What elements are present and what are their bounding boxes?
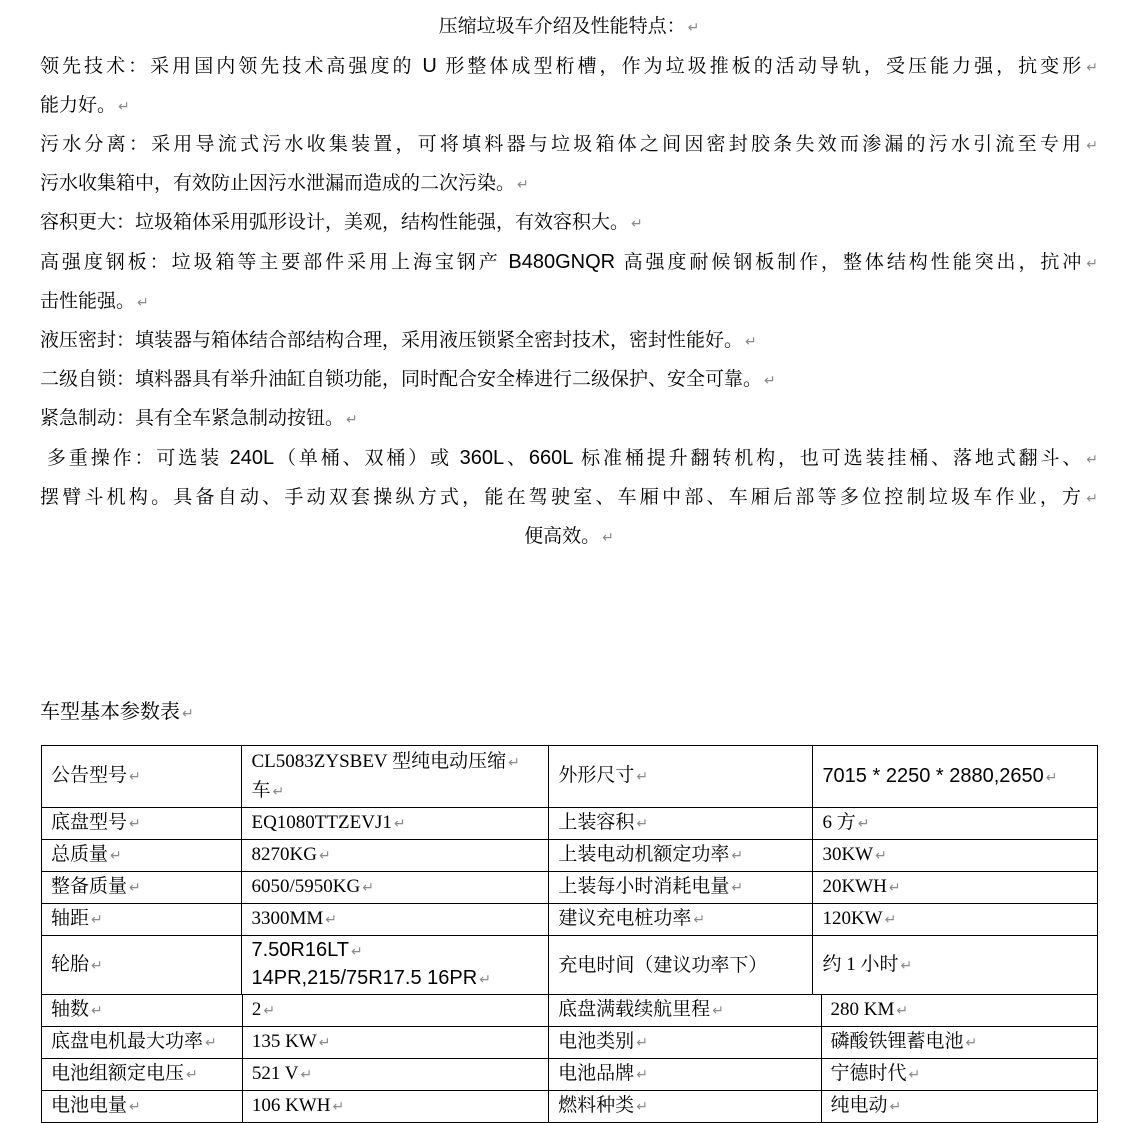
features-section bbox=[40, 47, 1098, 557]
spec-table-upper bbox=[41, 745, 1098, 995]
pilcrow-mark: ↵ bbox=[687, 20, 700, 36]
pilcrow-mark: ↵ bbox=[517, 177, 529, 193]
pilcrow-mark: ↵ bbox=[1086, 256, 1098, 272]
cell-line bbox=[251, 965, 546, 993]
cell-line bbox=[251, 841, 546, 870]
cell-line bbox=[51, 762, 239, 791]
cell-line bbox=[251, 748, 546, 777]
table-row bbox=[42, 808, 1098, 840]
pilcrow-mark: ↵ bbox=[182, 706, 194, 722]
cell-text: 7.50R16LT bbox=[251, 939, 349, 961]
feature-line: 便高效。 ↵ bbox=[524, 526, 614, 547]
pilcrow-mark: ↵ bbox=[1045, 769, 1058, 786]
cell-line bbox=[252, 1092, 546, 1121]
spec-table-upper-body bbox=[42, 746, 1098, 995]
pilcrow-mark: ↵ bbox=[110, 848, 122, 864]
cell-text: 上装容积 bbox=[558, 812, 635, 833]
cell-line bbox=[822, 763, 1095, 791]
spec-value-cell bbox=[813, 808, 1098, 840]
pilcrow-mark: ↵ bbox=[362, 880, 374, 896]
cell-text: 8270KG bbox=[251, 844, 317, 865]
spec-value-cell bbox=[821, 1027, 1098, 1059]
spec-label-cell bbox=[42, 995, 243, 1027]
table-row bbox=[42, 1059, 1098, 1091]
pilcrow-mark: ↵ bbox=[636, 1035, 648, 1051]
spec-value-cell bbox=[242, 840, 549, 872]
pilcrow-mark: ↵ bbox=[508, 754, 520, 771]
doc-title bbox=[40, 8, 1098, 47]
latin-run: 360L bbox=[459, 447, 505, 469]
pilcrow-mark: ↵ bbox=[479, 972, 491, 988]
cell-text: 电池组额定电压 bbox=[51, 1063, 185, 1084]
pilcrow-mark: ↵ bbox=[129, 880, 141, 896]
spec-value-cell bbox=[821, 995, 1098, 1027]
feature-line: 摆臂斗机构。具备自动、手动双套操纵方式，能在驾驶室、车厢中部、车厢后部等多位控制垃圾车作业，方 ↵ bbox=[40, 487, 1098, 508]
cell-text: 整备质量 bbox=[51, 876, 128, 897]
cell-line bbox=[51, 1028, 240, 1057]
cell-line bbox=[51, 951, 239, 980]
cell-text: 车 bbox=[251, 779, 271, 801]
cell-text: 轮胎 bbox=[51, 953, 90, 975]
feature-line: 高强度钢板：垃圾箱等主要部件采用上海宝钢产 B480GNQR 高强度耐候钢板制作，整体结构性能突出，抗冲 ↵ bbox=[40, 251, 1098, 273]
pilcrow-mark: ↵ bbox=[636, 769, 649, 785]
pilcrow-mark: ↵ bbox=[272, 783, 285, 800]
cell-text: 外形尺寸 bbox=[558, 765, 635, 786]
cell-text: 6050/5950KG bbox=[251, 876, 361, 897]
spec-value-cell bbox=[242, 746, 549, 808]
cell-line bbox=[51, 996, 240, 1025]
feature-line: 能力好。 ↵ bbox=[40, 95, 130, 116]
cell-text: 充电时间（建议功率下） bbox=[558, 954, 768, 976]
pilcrow-mark: ↵ bbox=[875, 848, 887, 864]
pilcrow-mark: ↵ bbox=[318, 848, 331, 864]
latin-run: B480GNQR bbox=[508, 251, 624, 273]
pilcrow-mark: ↵ bbox=[318, 1035, 331, 1051]
cell-line bbox=[51, 905, 239, 934]
spec-value-cell bbox=[813, 840, 1098, 872]
feature-line: 容积更大：垃圾箱体采用弧形设计，美观，结构性能强，有效容积大。 ↵ bbox=[40, 212, 643, 233]
table-row bbox=[42, 872, 1098, 904]
spec-value-cell bbox=[242, 808, 549, 840]
spec-label-cell bbox=[42, 936, 242, 995]
cell-text: 电池品牌 bbox=[558, 1063, 635, 1084]
latin-run: U bbox=[422, 55, 446, 77]
feature-line: 二级自锁：填料器具有举升油缸自锁功能，同时配合安全棒进行二级保护、安全可靠。 ↵ bbox=[40, 369, 776, 390]
feature-paragraph bbox=[40, 204, 1098, 243]
spec-value-cell bbox=[821, 1091, 1098, 1123]
feature-paragraph bbox=[40, 439, 1098, 557]
cell-line bbox=[252, 1060, 546, 1089]
cell-line bbox=[251, 809, 546, 838]
specs-heading-text: 车型基本参数表 bbox=[40, 701, 180, 723]
feature-line: 污水收集箱中，有效防止因污水泄漏而造成的二次污染。 ↵ bbox=[40, 173, 529, 194]
spec-label-cell bbox=[549, 1027, 821, 1059]
pilcrow-mark: ↵ bbox=[129, 769, 141, 785]
cell-line bbox=[831, 996, 1096, 1025]
feature-line: 多重操作：可选装 240L（单桶、双桶）或 360L、660L 标准桶提升翻转机构，也可选装挂桶、落地式翻斗、 ↵ bbox=[47, 447, 1098, 469]
cell-line bbox=[558, 905, 810, 934]
spec-label-cell bbox=[549, 904, 813, 936]
pilcrow-mark: ↵ bbox=[896, 1003, 909, 1019]
pilcrow-mark: ↵ bbox=[636, 816, 649, 832]
cell-line bbox=[251, 777, 546, 806]
cell-text: 轴距 bbox=[51, 908, 90, 929]
cell-line bbox=[558, 762, 810, 791]
feature-line: 击性能强。 ↵ bbox=[40, 291, 149, 312]
spec-label-cell bbox=[42, 1091, 243, 1123]
pilcrow-mark: ↵ bbox=[602, 530, 614, 546]
pilcrow-mark: ↵ bbox=[1086, 491, 1098, 507]
spec-label-cell bbox=[42, 1059, 243, 1091]
spec-value-cell bbox=[242, 995, 548, 1027]
cell-text: 7015 * 2250 * 2880,2650 bbox=[822, 764, 1044, 787]
cell-line bbox=[822, 873, 1095, 902]
cell-text: 106 KWH bbox=[251, 1095, 331, 1116]
pilcrow-mark: ↵ bbox=[129, 1099, 141, 1115]
pilcrow-mark: ↵ bbox=[1086, 452, 1098, 468]
cell-text: CL5083ZYSBEV 型纯电动压缩 bbox=[251, 750, 507, 772]
cell-text: 公告型号 bbox=[51, 765, 128, 786]
cell-text: 底盘电机最大功率 bbox=[51, 1031, 204, 1052]
spec-label-cell bbox=[549, 840, 813, 872]
table-row bbox=[42, 1091, 1098, 1123]
pilcrow-mark: ↵ bbox=[205, 1035, 217, 1051]
cell-line bbox=[252, 1028, 546, 1057]
cell-text: 纯电动 bbox=[830, 1095, 888, 1116]
table-row bbox=[42, 995, 1098, 1027]
feature-line: 紧急制动：具有全车紧急制动按钮。 ↵ bbox=[40, 408, 358, 429]
spec-label-cell bbox=[549, 872, 813, 904]
pilcrow-mark: ↵ bbox=[393, 816, 406, 832]
pilcrow-mark: ↵ bbox=[332, 1099, 345, 1115]
spec-label-cell bbox=[549, 995, 821, 1027]
spec-value-cell bbox=[242, 1027, 548, 1059]
doc-title-text: 压缩垃圾车介绍及性能特点： bbox=[438, 16, 686, 37]
cell-line bbox=[51, 841, 239, 870]
cell-text: 135 KW bbox=[251, 1031, 317, 1052]
spec-label-cell bbox=[42, 840, 242, 872]
pilcrow-mark: ↵ bbox=[186, 1067, 198, 1083]
spec-table-lower-body bbox=[42, 995, 1098, 1123]
pilcrow-mark: ↵ bbox=[857, 816, 870, 832]
spec-label-cell bbox=[42, 904, 242, 936]
pilcrow-mark: ↵ bbox=[636, 1099, 648, 1115]
pilcrow-mark: ↵ bbox=[731, 848, 744, 864]
cell-text: 磷酸铁锂蓄电池 bbox=[830, 1031, 964, 1052]
cell-line bbox=[831, 1060, 1096, 1089]
table-row bbox=[42, 1027, 1098, 1059]
cell-text: 燃料种类 bbox=[558, 1095, 635, 1116]
pilcrow-mark: ↵ bbox=[1086, 138, 1098, 154]
cell-line bbox=[558, 1060, 818, 1089]
pilcrow-mark: ↵ bbox=[712, 1003, 724, 1019]
cell-text: 轴数 bbox=[51, 999, 90, 1020]
pilcrow-mark: ↵ bbox=[300, 1067, 313, 1083]
pilcrow-mark: ↵ bbox=[764, 373, 776, 389]
cell-line bbox=[558, 952, 810, 979]
spec-label-cell bbox=[549, 936, 813, 995]
spec-label-cell bbox=[42, 746, 242, 808]
cell-text: 上装电动机额定功率 bbox=[558, 844, 730, 865]
table-row bbox=[42, 746, 1098, 808]
spec-value-cell bbox=[242, 1059, 548, 1091]
pilcrow-mark: ↵ bbox=[263, 1003, 276, 1019]
cell-text: 宁德时代 bbox=[830, 1063, 907, 1084]
cell-line bbox=[251, 905, 546, 934]
cell-line bbox=[831, 1092, 1096, 1121]
cell-line bbox=[558, 996, 818, 1025]
pilcrow-mark: ↵ bbox=[346, 412, 358, 428]
pilcrow-mark: ↵ bbox=[350, 944, 363, 960]
pilcrow-mark: ↵ bbox=[325, 912, 338, 928]
feature-line: 污水分离：采用导流式污水收集装置，可将填料器与垃圾箱体之间因密封胶条失效而渗漏的污水引流至专用 ↵ bbox=[40, 134, 1098, 155]
spec-table-lower bbox=[41, 994, 1098, 1123]
cell-line bbox=[822, 809, 1095, 838]
cell-text: 20KWH bbox=[822, 876, 887, 897]
cell-line bbox=[822, 841, 1095, 870]
pilcrow-mark: ↵ bbox=[636, 1067, 648, 1083]
cell-text: EQ1080TTZEVJ1 bbox=[251, 812, 392, 833]
spec-label-cell bbox=[42, 808, 242, 840]
cell-line bbox=[51, 1092, 240, 1121]
cell-line bbox=[558, 809, 810, 838]
cell-line bbox=[51, 809, 239, 838]
pilcrow-mark: ↵ bbox=[884, 912, 897, 928]
pilcrow-mark: ↵ bbox=[965, 1035, 978, 1051]
pilcrow-mark: ↵ bbox=[900, 957, 913, 974]
cell-text: 电池类别 bbox=[558, 1031, 635, 1052]
spec-value-cell bbox=[813, 746, 1098, 808]
cell-line bbox=[822, 951, 1095, 980]
cell-text: 2 bbox=[251, 999, 262, 1020]
feature-line: 领先技术：采用国内领先技术高强度的 U 形整体成型桁槽，作为垃圾推板的活动导轨，受压能力强，抗变形 ↵ bbox=[40, 55, 1098, 77]
spec-value-cell bbox=[813, 904, 1098, 936]
cell-text: 521 V bbox=[251, 1063, 299, 1084]
feature-paragraph bbox=[40, 361, 1098, 400]
spec-value-cell bbox=[813, 872, 1098, 904]
feature-paragraph bbox=[40, 126, 1098, 204]
spec-label-cell bbox=[549, 808, 813, 840]
spec-value-cell bbox=[242, 904, 549, 936]
cell-text: 14PR,215/75R17.5 16PR bbox=[251, 967, 478, 989]
spec-value-cell bbox=[813, 936, 1098, 995]
cell-text: 底盘型号 bbox=[51, 812, 128, 833]
latin-run: 240L bbox=[229, 447, 275, 469]
spec-label-cell bbox=[42, 872, 242, 904]
spec-value-cell bbox=[242, 936, 549, 995]
pilcrow-mark: ↵ bbox=[91, 912, 103, 928]
table-row bbox=[42, 840, 1098, 872]
cell-text: 上装每小时消耗电量 bbox=[558, 876, 730, 897]
cell-text: 6 方 bbox=[822, 812, 856, 833]
cell-text: 底盘满载续航里程 bbox=[558, 999, 711, 1020]
cell-line bbox=[558, 1028, 818, 1057]
spec-value-cell bbox=[821, 1059, 1098, 1091]
feature-paragraph bbox=[40, 322, 1098, 361]
pilcrow-mark: ↵ bbox=[693, 912, 706, 928]
pilcrow-mark: ↵ bbox=[1086, 60, 1098, 76]
spec-label-cell bbox=[549, 1091, 821, 1123]
feature-paragraph bbox=[40, 243, 1098, 322]
cell-text: 约 1 小时 bbox=[822, 953, 899, 975]
spec-value-cell bbox=[242, 872, 549, 904]
pilcrow-mark: ↵ bbox=[745, 334, 757, 350]
spec-label-cell bbox=[42, 1027, 243, 1059]
cell-line bbox=[831, 1028, 1096, 1057]
latin-run: 660L bbox=[528, 447, 582, 469]
pilcrow-mark: ↵ bbox=[731, 880, 744, 896]
cell-line bbox=[251, 937, 546, 965]
pilcrow-mark: ↵ bbox=[129, 816, 141, 832]
table-row bbox=[42, 904, 1098, 936]
spec-label-cell bbox=[549, 1059, 821, 1091]
pilcrow-mark: ↵ bbox=[137, 295, 149, 311]
feature-paragraph bbox=[40, 400, 1098, 439]
pilcrow-mark: ↵ bbox=[91, 1003, 103, 1019]
pilcrow-mark: ↵ bbox=[889, 1099, 902, 1115]
cell-line bbox=[251, 873, 546, 902]
cell-text: 3300MM bbox=[251, 908, 324, 929]
pilcrow-mark: ↵ bbox=[91, 957, 103, 974]
pilcrow-mark: ↵ bbox=[118, 99, 130, 115]
pilcrow-mark: ↵ bbox=[631, 216, 643, 232]
cell-line bbox=[51, 873, 239, 902]
spec-value-cell bbox=[242, 1091, 548, 1123]
cell-line bbox=[558, 1092, 818, 1121]
cell-text: 电池电量 bbox=[51, 1095, 128, 1116]
cell-text: 120KW bbox=[822, 908, 883, 929]
cell-line bbox=[558, 873, 810, 902]
cell-line bbox=[51, 1060, 240, 1089]
spec-label-cell bbox=[549, 746, 813, 808]
cell-line bbox=[822, 905, 1095, 934]
table-row bbox=[42, 936, 1098, 995]
cell-text: 30KW bbox=[822, 844, 874, 865]
pilcrow-mark: ↵ bbox=[908, 1067, 921, 1083]
specs-heading bbox=[40, 697, 1098, 729]
cell-text: 280 KM bbox=[830, 999, 895, 1020]
cell-line bbox=[558, 841, 810, 870]
pilcrow-mark: ↵ bbox=[888, 880, 901, 896]
cell-text: 总质量 bbox=[51, 844, 109, 865]
feature-paragraph bbox=[40, 47, 1098, 126]
cell-text: 建议充电桩功率 bbox=[558, 908, 692, 929]
cell-line bbox=[252, 996, 546, 1025]
feature-line: 液压密封：填装器与箱体结合部结构合理，采用液压锁紧全密封技术，密封性能好。 ↵ bbox=[40, 330, 757, 351]
